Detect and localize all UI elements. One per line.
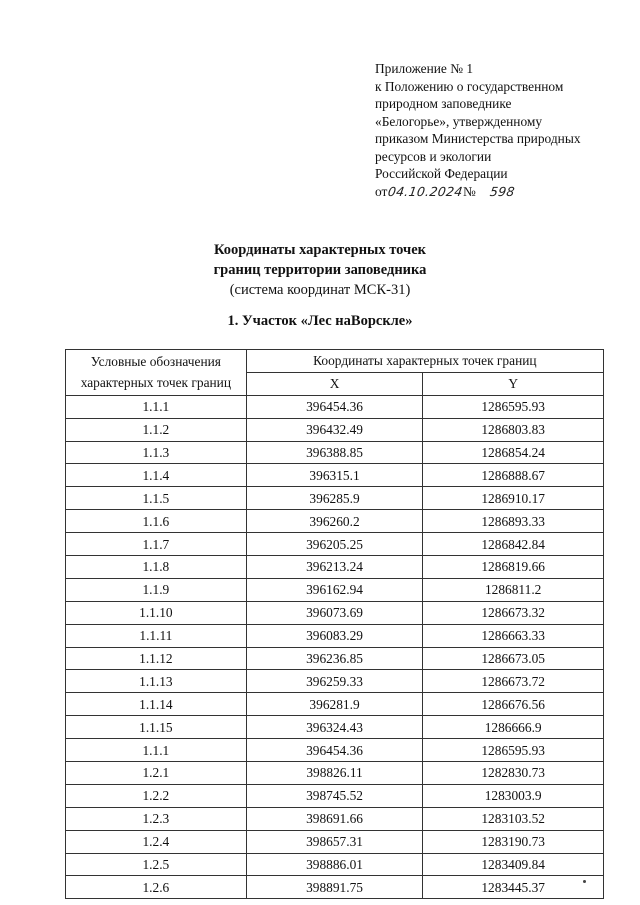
table-row	[66, 487, 604, 510]
point-id-cell: 1.1.11	[66, 624, 247, 647]
point-id-cell: 1.2.6	[66, 876, 247, 899]
appendix-line: природном заповеднике	[375, 96, 512, 111]
handwritten-number: 598	[488, 183, 516, 199]
order-date-line	[375, 183, 625, 201]
heading-line-3: (система координат МСК-31)	[229, 282, 411, 298]
point-id-cell: 1.1.8	[66, 556, 247, 579]
table-row	[66, 807, 604, 830]
table-row	[66, 464, 604, 487]
table-row	[66, 762, 604, 785]
x-coordinate-cell: 396260.2	[246, 510, 423, 533]
table-row	[66, 876, 604, 899]
x-header: X	[246, 372, 423, 395]
point-id-cell: 1.1.4	[66, 464, 247, 487]
point-id-cell: 1.1.10	[66, 601, 247, 624]
table-row	[66, 510, 604, 533]
table-row	[66, 533, 604, 556]
table-row	[66, 418, 604, 441]
point-id-cell: 1.2.2	[66, 784, 247, 807]
table-row	[66, 601, 604, 624]
point-id-cell: 1.1.3	[66, 441, 247, 464]
x-coordinate-cell: 396205.25	[246, 533, 423, 556]
heading-line-2: границ территории заповедника	[213, 262, 427, 278]
y-coordinate-cell: 1283445.37	[423, 876, 604, 899]
table-row	[66, 830, 604, 853]
coordinates-group-header: Координаты характерных точек границ	[246, 350, 603, 373]
section-title: 1. Участок «Лес наВорскле»	[227, 313, 413, 329]
y-coordinate-cell: 1286673.32	[423, 601, 604, 624]
appendix-block	[375, 60, 625, 200]
x-coordinate-cell: 398691.66	[246, 807, 423, 830]
point-id-cell: 1.1.1	[66, 395, 247, 418]
point-id-cell: 1.1.12	[66, 647, 247, 670]
x-coordinate-cell: 396315.1	[246, 464, 423, 487]
x-coordinate-cell: 396083.29	[246, 624, 423, 647]
appendix-line: «Белогорье», утвержденному	[375, 113, 543, 129]
table-row	[66, 395, 604, 418]
x-coordinate-cell: 396432.49	[246, 418, 423, 441]
coordinates-table	[65, 349, 604, 899]
y-coordinate-cell: 1286888.67	[423, 464, 604, 487]
point-id-cell: 1.1.15	[66, 716, 247, 739]
heading-line-1: Координаты характерных точек	[213, 242, 427, 258]
y-coordinate-cell: 1286910.17	[423, 487, 604, 510]
x-coordinate-cell: 396454.36	[246, 739, 423, 762]
point-id-cell: 1.1.6	[66, 510, 247, 533]
y-coordinate-cell: 1286842.84	[423, 533, 604, 556]
table-row	[66, 853, 604, 876]
handwritten-date: 04.10.2024	[387, 183, 465, 199]
table-row	[66, 716, 604, 739]
x-coordinate-cell: 396213.24	[246, 556, 423, 579]
y-coordinate-cell: 1286803.83	[423, 418, 604, 441]
x-coordinate-cell: 398745.52	[246, 784, 423, 807]
y-coordinate-cell: 1286666.9	[423, 716, 604, 739]
y-coordinate-cell: 1283409.84	[423, 853, 604, 876]
x-coordinate-cell: 396281.9	[246, 693, 423, 716]
y-coordinate-cell: 1286673.72	[423, 670, 604, 693]
y-coordinate-cell: 1286595.93	[423, 739, 604, 762]
y-coordinate-cell: 1282830.73	[423, 762, 604, 785]
point-id-cell: 1.1.14	[66, 693, 247, 716]
x-coordinate-cell: 398891.75	[246, 876, 423, 899]
x-coordinate-cell: 396285.9	[246, 487, 423, 510]
x-coordinate-cell: 396073.69	[246, 601, 423, 624]
appendix-line: к Положению о государственном	[375, 78, 564, 94]
y-coordinate-cell: 1286673.05	[423, 647, 604, 670]
appendix-line: Российской Федерации	[375, 166, 508, 181]
y-coordinate-cell: 1286811.2	[423, 578, 604, 601]
y-coordinate-cell: 1286854.24	[423, 441, 604, 464]
appendix-line: ресурсов и экологии	[375, 148, 492, 164]
point-id-cell: 1.1.7	[66, 533, 247, 556]
point-id-cell: 1.1.2	[66, 418, 247, 441]
table-row	[66, 647, 604, 670]
x-coordinate-cell: 396454.36	[246, 395, 423, 418]
x-coordinate-cell: 396162.94	[246, 578, 423, 601]
y-coordinate-cell: 1286893.33	[423, 510, 604, 533]
point-id-cell: 1.1.5	[66, 487, 247, 510]
table-row	[66, 739, 604, 762]
point-id-cell: 1.1.1	[66, 739, 247, 762]
table-row	[66, 784, 604, 807]
point-id-cell: 1.2.3	[66, 807, 247, 830]
table-row	[66, 693, 604, 716]
x-coordinate-cell: 398886.01	[246, 853, 423, 876]
appendix-line: Приложение № 1	[375, 61, 474, 76]
points-header: Условные обозначения характерных точек границ	[66, 350, 247, 396]
table-row	[66, 578, 604, 601]
x-coordinate-cell: 396236.85	[246, 647, 423, 670]
y-coordinate-cell: 1286676.56	[423, 693, 604, 716]
x-coordinate-cell: 396324.43	[246, 716, 423, 739]
y-coordinate-cell: 1283103.52	[423, 807, 604, 830]
appendix-line: приказом Министерства природных	[375, 131, 581, 146]
y-coordinate-cell: 1283190.73	[423, 830, 604, 853]
table-row	[66, 441, 604, 464]
y-coordinate-cell: 1286819.66	[423, 556, 604, 579]
y-header: Y	[423, 372, 604, 395]
table-row	[66, 624, 604, 647]
from-label: от	[375, 183, 388, 199]
document-heading	[0, 240, 640, 300]
x-coordinate-cell: 396388.85	[246, 441, 423, 464]
y-coordinate-cell: 1286663.33	[423, 624, 604, 647]
point-id-cell: 1.2.4	[66, 830, 247, 853]
point-id-cell: 1.1.9	[66, 578, 247, 601]
table-row	[66, 670, 604, 693]
scan-mark	[583, 880, 586, 883]
point-id-cell: 1.2.1	[66, 762, 247, 785]
point-id-cell: 1.2.5	[66, 853, 247, 876]
point-id-cell: 1.1.13	[66, 670, 247, 693]
x-coordinate-cell: 396259.33	[246, 670, 423, 693]
number-label: №	[462, 183, 476, 199]
x-coordinate-cell: 398657.31	[246, 830, 423, 853]
x-coordinate-cell: 398826.11	[246, 762, 423, 785]
y-coordinate-cell: 1286595.93	[423, 395, 604, 418]
table-row	[66, 556, 604, 579]
y-coordinate-cell: 1283003.9	[423, 784, 604, 807]
